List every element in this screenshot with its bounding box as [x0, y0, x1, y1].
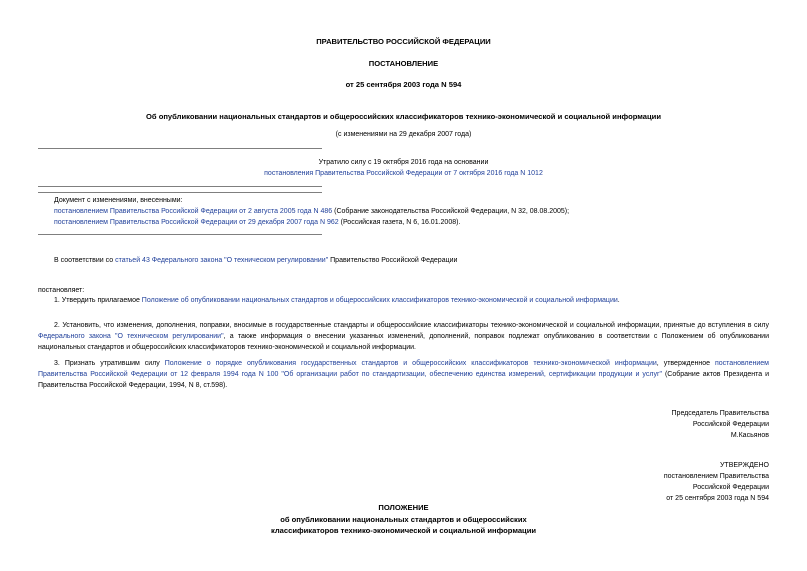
preamble-text: В соответствии со — [54, 257, 116, 264]
repeal-link[interactable]: постановления Правительства Российской Федерации от 7 октября 2016 года N 1012 — [264, 170, 543, 177]
point-text: . — [617, 297, 620, 304]
resolution-link[interactable]: постановлением Правительства Российской Федерации от 12 февраля 1994 года N 100 "Об организации работ по стандартизации, обеспечению единства измерений, сертификации продукции и услуг" — [38, 360, 769, 378]
regulation-link[interactable]: Положение об опубликовании национальных стандартов и общероссийских классификаторов технико-экономической и социальной информации — [141, 297, 618, 304]
amendment-link[interactable]: постановлением Правительства Российской Федерации от 29 декабря 2007 года N 962 — [54, 219, 339, 226]
point-text: 3. Признать утратившим силу — [54, 360, 165, 367]
divider — [38, 148, 322, 149]
signature-name: М.Касьянов — [730, 432, 769, 439]
law-link[interactable]: статьей 43 Федерального закона "О техническом регулировании" — [115, 257, 329, 264]
signature-org: Российской Федерации — [692, 421, 769, 428]
approved-org: Российской Федерации — [692, 484, 769, 491]
point-text: (Собрание актов Президента и Правительства Российской Федерации, 1994, N 8, ст.598). — [38, 371, 769, 389]
preamble-text: Правительство Российской Федерации — [328, 257, 458, 264]
amendment-source: (Российская газета, N 6, 16.01.2008). — [338, 219, 461, 226]
approved-by: постановлением Правительства — [663, 473, 769, 480]
point-3 — [38, 358, 769, 391]
point-text: 2. Установить, что изменения, дополнения, поправки, вносимые в государственные стандарты и общероссийские классификаторы технико-экономической и социальной информации, принятые до вступления в силу — [54, 322, 769, 329]
doc-date-number: от 25 сентября 2003 года N 594 — [345, 80, 462, 89]
point-text: , утвержденное — [656, 360, 715, 367]
amendment-link[interactable]: постановлением Правительства Российской Федерации от 2 августа 2005 года N 486 — [54, 208, 333, 215]
point-1 — [54, 297, 620, 304]
repealed-regulation-link[interactable]: Положение о порядке опубликования государственных стандартов и общероссийских классификаторов технико-экономической информации — [164, 360, 657, 367]
divider — [38, 192, 322, 193]
signature-title: Председатель Правительства — [671, 410, 769, 417]
point-text: 1. Утвердить прилагаемое — [54, 297, 142, 304]
amendments-intro: Документ с изменениями, внесенными: — [54, 197, 183, 204]
law-link[interactable]: Федерального закона "О техническом регулировании" — [38, 333, 224, 340]
repeal-link-row — [0, 170, 807, 177]
regulation-subtitle: об опубликовании национальных стандартов и общероссийских — [280, 515, 527, 524]
org-title: ПРАВИТЕЛЬСТВО РОССИЙСКОЙ ФЕДЕРАЦИИ — [316, 37, 491, 46]
doc-type: ПОСТАНОВЛЕНИЕ — [368, 59, 439, 68]
regulation-subtitle: классификаторов технико-экономической и социальной информации — [270, 526, 537, 535]
amendment-item — [54, 208, 569, 215]
amend-note: (с изменениями на 29 декабря 2007 года) — [335, 131, 472, 138]
preamble — [54, 257, 457, 264]
divider — [38, 234, 322, 235]
amendment-item — [54, 219, 460, 226]
approved-date: от 25 сентября 2003 года N 594 — [666, 495, 769, 502]
approved-heading: УТВЕРЖДЕНО — [719, 462, 769, 469]
resolves-text: постановляет: — [38, 287, 85, 294]
doc-title: Об опубликовании национальных стандартов и общероссийских классификаторов технико-экономической и социальной информации — [145, 112, 662, 121]
point-2 — [38, 320, 769, 353]
divider — [38, 186, 322, 187]
point-text: , а также информация о внесении указанных изменений, дополнений, поправок подлежат опубликованию в соответствии с Положением об опубликовании национальных стандартов и общероссийских классификаторов технико-экономической и социальной информации. — [38, 333, 769, 351]
repeal-note: Утратило силу с 19 октября 2016 года на основании — [318, 159, 489, 166]
regulation-title: ПОЛОЖЕНИЕ — [378, 503, 429, 512]
amendment-source: (Собрание законодательства Российской Федерации, N 32, 08.08.2005); — [332, 208, 570, 215]
